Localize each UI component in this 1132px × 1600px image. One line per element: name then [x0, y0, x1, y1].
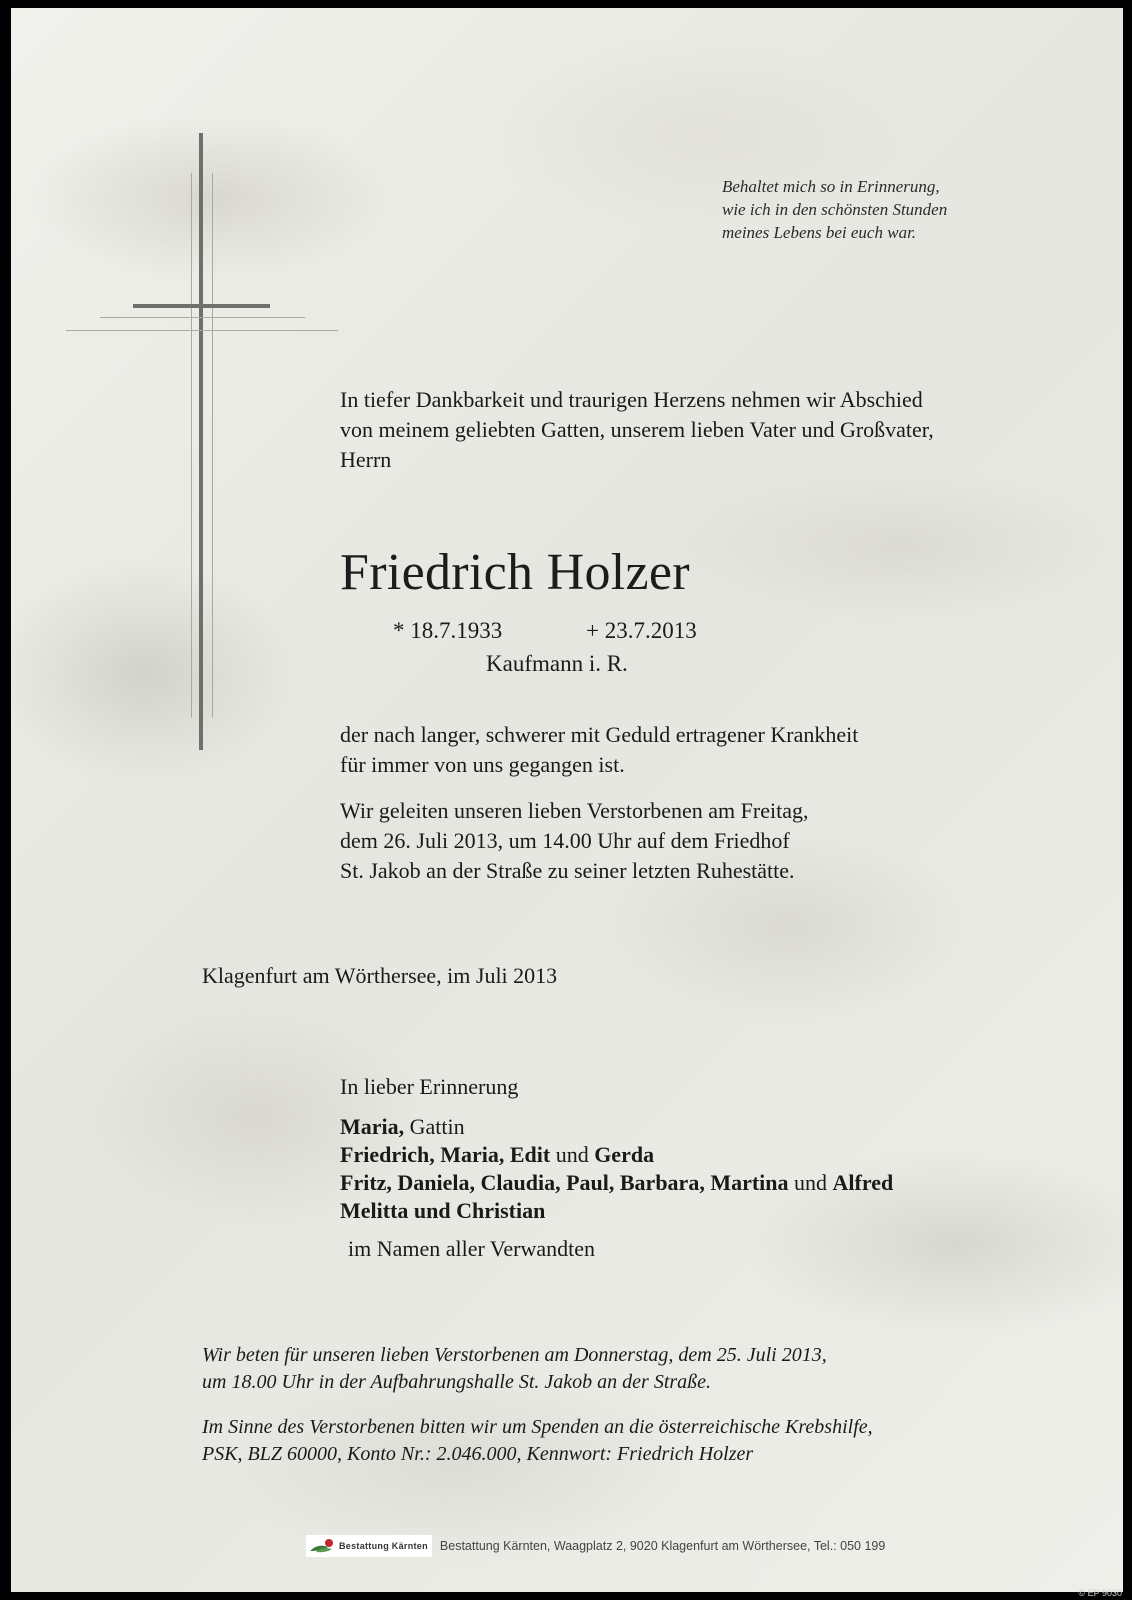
occupation: Kaufmann i. R.	[486, 651, 628, 676]
family-list	[340, 1113, 1100, 1225]
rose-icon	[308, 1537, 336, 1555]
funeral-home-logo: Bestattung Kärnten	[306, 1535, 432, 1557]
birth-date: * 18.7.1933	[393, 618, 503, 643]
death-date: + 23.7.2013	[586, 618, 697, 643]
funeral-home-footer	[306, 1533, 885, 1559]
in-memory-heading: In lieber Erinnerung	[340, 1074, 519, 1099]
family-line-spouse: Maria, Gattin	[340, 1114, 465, 1139]
family-line-grandchildren: Fritz, Daniela, Claudia, Paul, Barbara, Martina und Alfred	[340, 1170, 894, 1195]
funeral-paragraph: Wir geleiten unseren lieben Verstorbenen am Freitag, dem 26. Juli 2013, um 14.00 Uhr auf dem Friedhof St. Jakob an der Straße zu seiner letzten Ruhestätte.	[340, 798, 809, 883]
donation-notice: Im Sinne des Verstorbenen bitten wir um Spenden an die österreichische Krebshilfe, PSK, BLZ 60000, Konto Nr.: 2.046.000, Kennwort: Friedrich Holzer	[202, 1416, 873, 1465]
prayer-notice: Wir beten für unseren lieben Verstorbenen am Donnerstag, dem 25. Juli 2013, um 18.00 Uhr in der Aufbahrungshalle St. Jakob an der Straße.	[202, 1344, 827, 1393]
intro-text: In tiefer Dankbarkeit und traurigen Herzens nehmen wir Abschied von meinem geliebten Gatten, unserem lieben Vater und Großvater, Herrn	[340, 387, 934, 472]
place-date: Klagenfurt am Wörthersee, im Juli 2013	[202, 963, 558, 988]
family-line-great-grandchildren: Melitta und Christian	[340, 1198, 546, 1223]
illness-paragraph: der nach langer, schwerer mit Geduld ertragener Krankheit für immer von uns gegangen ist.	[340, 722, 859, 777]
footer-address: Bestattung Kärnten, Waagplatz 2, 9020 Klagenfurt am Wörthersee, Tel.: 050 199	[439, 1539, 886, 1553]
memorial-quote: Behaltet mich so in Erinnerung, wie ich in den schönsten Stunden meines Lebens bei euch war.	[722, 177, 948, 242]
relatives-line: im Namen aller Verwandten	[348, 1236, 596, 1261]
copyright-mark: © EP 9030	[1078, 1588, 1122, 1598]
family-line-children: Friedrich, Maria, Edit und Gerda	[340, 1142, 655, 1167]
deceased-name: Friedrich Holzer	[340, 544, 690, 601]
